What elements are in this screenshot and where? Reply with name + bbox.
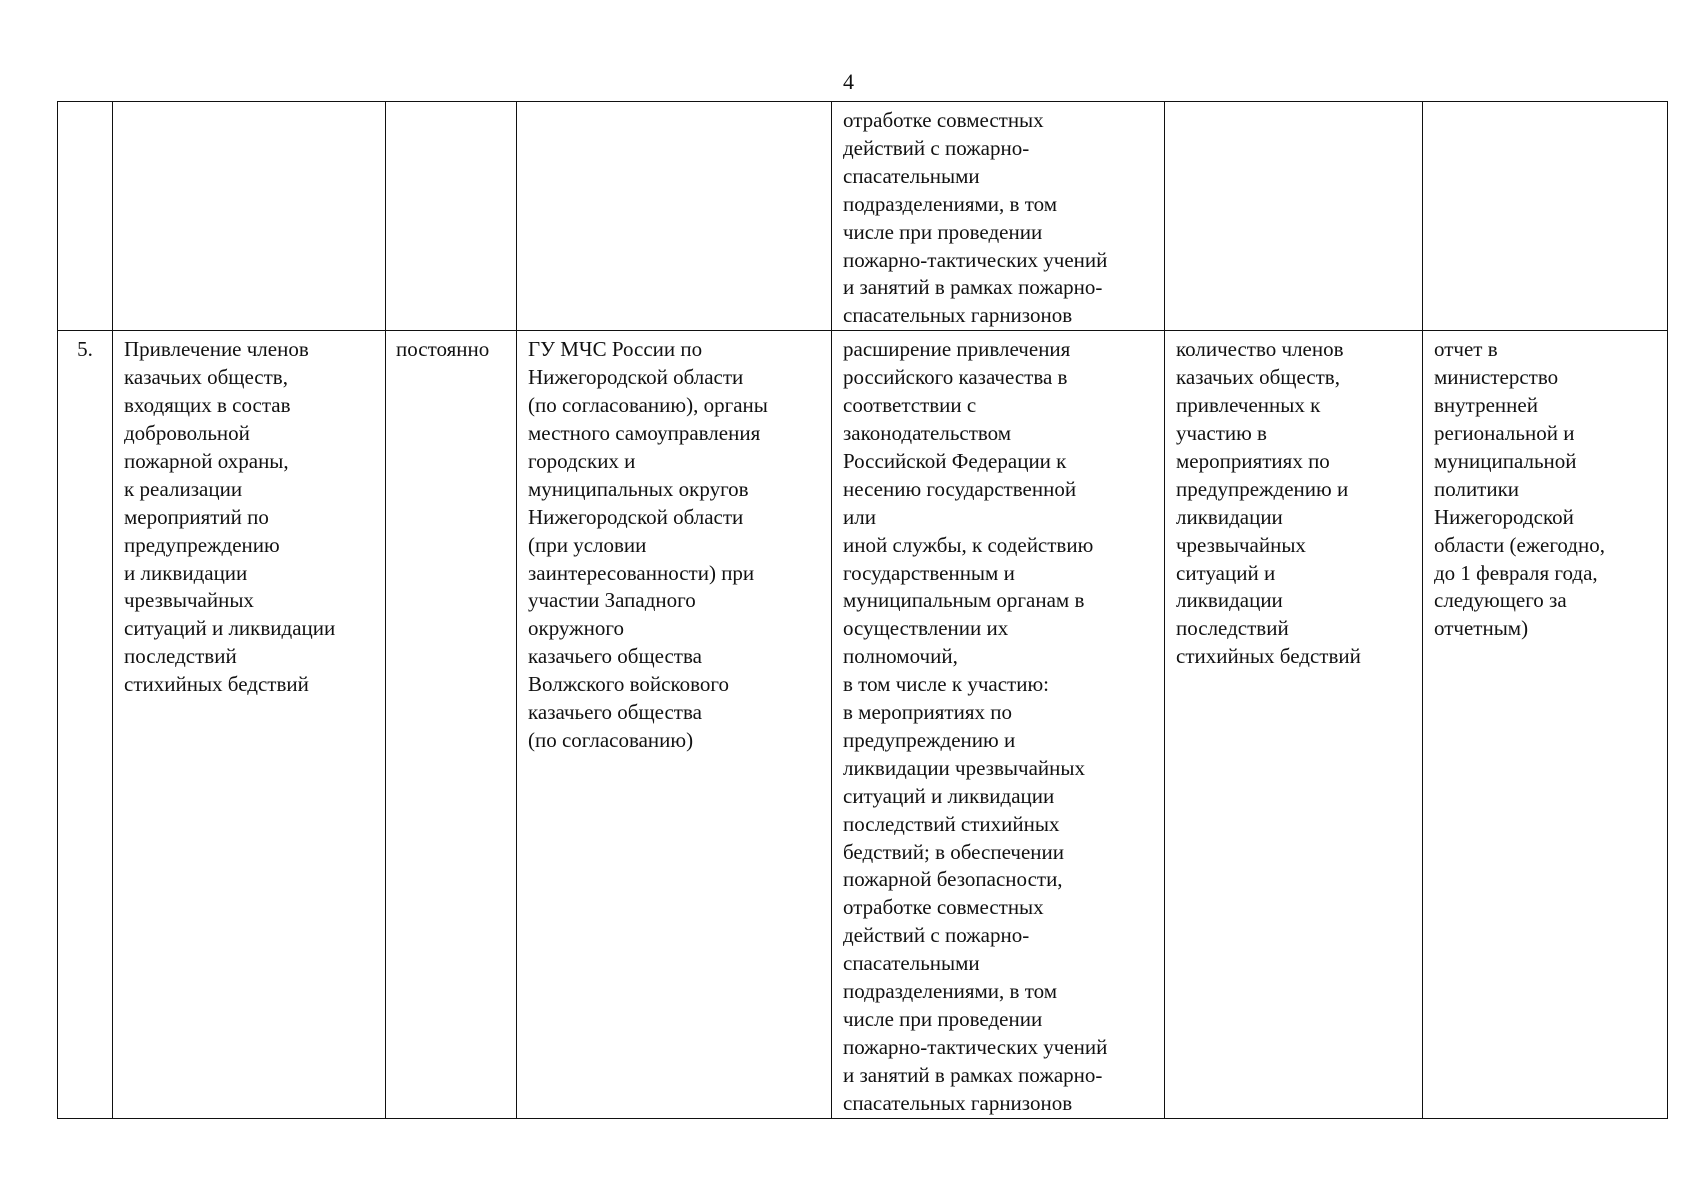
cell-event: Привлечение членов казачьих обществ, входящих в состав добровольной пожарной охраны, к реализации мероприятий по предупреждению и ликвидации чрезвычайных ситуаций и ликвидации последствий стихийных бедствий: [113, 331, 386, 1118]
table-row-continuation: [58, 102, 1668, 331]
cell-expected-result: отработке совместных действий с пожарно- спасательными подразделениями, в том числе при проведении пожарно-тактических учений и занятий в рамках пожарно- спасательных гарнизонов: [832, 102, 1165, 331]
cell-indicator: количество членов казачьих обществ, привлеченных к участию в мероприятиях по предупреждению и ликвидации чрезвычайных ситуаций и ликвидации последствий стихийных бедствий: [1165, 331, 1423, 1118]
measures-table: [57, 101, 1668, 1119]
table-row: [58, 331, 1668, 1118]
cell-period: [386, 102, 517, 331]
cell-number: [58, 102, 113, 331]
cell-number: 5.: [58, 331, 113, 1118]
cell-executors: [517, 102, 832, 331]
page-number: 4: [843, 69, 854, 94]
cell-reporting: [1423, 102, 1668, 331]
cell-executors: ГУ МЧС России по Нижегородской области (по согласованию), органы местного самоуправления городских и муниципальных округов Нижегородской области (при условии заинтересованности) при участии Западного окружного казачьего общества Волжского войскового казачьего общества (по согласованию): [517, 331, 832, 1118]
cell-indicator: [1165, 102, 1423, 331]
cell-event: [113, 102, 386, 331]
cell-reporting: отчет в министерство внутренней региональной и муниципальной политики Нижегородской области (ежегодно, до 1 февраля года, следующего за отчетным): [1423, 331, 1668, 1118]
cell-expected-result: расширение привлечения российского казачества в соответствии с законодательством Российской Федерации к несению государственной или иной службы, к содействию государственным и муниципальным органам в осуществлении их полномочий, в том числе к участию: в мероприятиях по предупреждению и ликвидации чрезвычайных ситуаций и ликвидации последствий стихийных бедствий; в обеспечении пожарной безопасности, отработке совместных действий с пожарно- спасательными подразделениями, в том числе при проведении пожарно-тактических учений и занятий в рамках пожарно- спасательных гарнизонов: [832, 331, 1165, 1118]
cell-period: постоянно: [386, 331, 517, 1118]
